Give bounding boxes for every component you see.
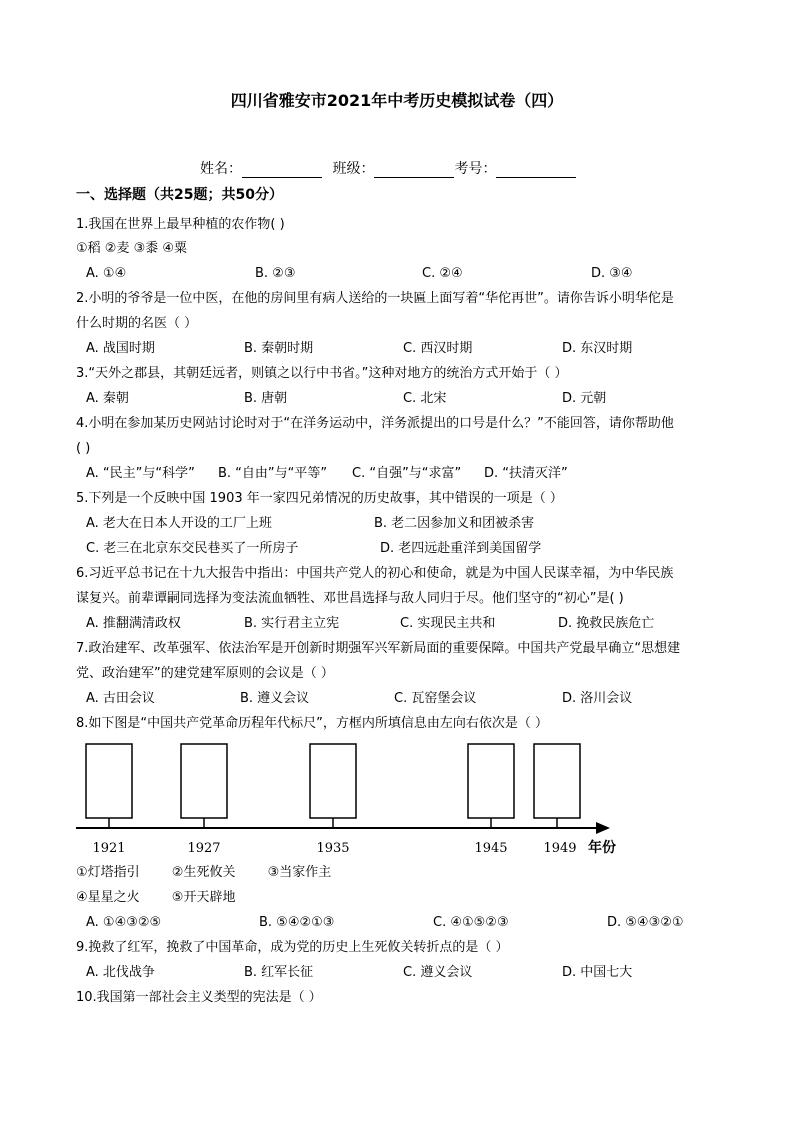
question-8-item: ④星星之火 — [76, 890, 140, 905]
timeline-year-label: 1927 — [187, 841, 221, 856]
timeline-arrow-icon — [596, 822, 610, 834]
question-1-option-c[interactable]: C. ②④ — [422, 266, 463, 281]
question-9-option-a[interactable]: A. 北伐战争 — [86, 965, 155, 980]
question-2-stem: 2.小明的爷爷是一位中医，在他的房间里有病人送给的一块匾上面写着“华佗再世”。请你告诉小明华佗是 — [76, 291, 674, 306]
question-4-stem-cont: ( ) — [76, 441, 91, 456]
question-6-option-b[interactable]: B. 实行君主立宪 — [244, 616, 340, 631]
question-5-option-b[interactable]: B. 老二因参加义和团被杀害 — [374, 516, 535, 531]
question-8-item: ②生死攸关 — [171, 865, 236, 880]
question-10-stem: 10.我国第一部社会主义类型的宪法是（ ） — [76, 990, 322, 1005]
timeline-box-1927 — [181, 744, 227, 818]
question-4-option-b[interactable]: B. “自由”与“平等” — [218, 466, 328, 481]
question-7-stem-cont: 党、政治建军”的建党建军原则的会议是（ ） — [76, 666, 334, 681]
class-label: 班级： — [332, 161, 375, 177]
question-4-option-d[interactable]: D. “扶清灭洋” — [484, 466, 568, 481]
question-4-option-a[interactable]: A. “民主”与“科学” — [86, 466, 195, 481]
question-5-stem: 5.下列是一个反映中国 1903 年一家四兄弟情况的历史故事，其中错误的一项是（ ） — [76, 491, 563, 506]
question-4-stem: 4.小明在参加某历史网站讨论时对于“在洋务运动中，洋务派提出的口号是什么？”不能回答，请你帮助他 — [76, 416, 674, 431]
question-2-stem-cont: 什么时期的名医（ ） — [76, 316, 198, 331]
question-2-option-a[interactable]: A. 战国时期 — [86, 341, 155, 356]
question-9-stem: 9.挽救了红军，挽救了中国革命，成为党的历史上生死攸关转折点的是（ ） — [76, 940, 509, 955]
question-8-items-row2 — [76, 890, 235, 906]
question-8-items-row1 — [76, 865, 331, 881]
question-3-option-d[interactable]: D. 元朝 — [562, 391, 607, 406]
question-8-item: ⑤开天辟地 — [171, 890, 236, 905]
timeline-box-1935 — [310, 744, 356, 818]
question-3-stem: 3.“天外之郡县，其朝廷远者，则镇之以行中书省。”这种对地方的统治方式开始于（ ） — [76, 366, 568, 381]
timeline-figure — [76, 738, 636, 858]
section-heading: 一、选择题（共25题；共50分） — [76, 187, 283, 203]
timeline-axis-label: 年份 — [588, 840, 616, 856]
question-9-option-d[interactable]: D. 中国七大 — [562, 965, 633, 980]
timeline-box-1945 — [468, 744, 514, 818]
question-8-option-c[interactable]: C. ④①⑤②③ — [433, 915, 509, 930]
exam-number-label: 考号： — [454, 161, 497, 177]
question-8-option-a[interactable]: A. ①④③②⑤ — [86, 915, 162, 930]
question-6-option-a[interactable]: A. 推翻满清政权 — [86, 616, 181, 631]
question-8-item: ③当家作主 — [267, 865, 332, 880]
timeline-year-label: 1949 — [543, 841, 577, 856]
question-7-option-d[interactable]: D. 洛川会议 — [562, 691, 633, 706]
timeline-box-1921 — [86, 744, 132, 818]
question-1-option-b[interactable]: B. ②③ — [255, 266, 296, 281]
question-7-option-a[interactable]: A. 古田会议 — [86, 691, 155, 706]
question-2-option-b[interactable]: B. 秦朝时期 — [244, 341, 314, 356]
question-8-option-b[interactable]: B. ⑤④②①③ — [259, 915, 335, 930]
question-6-option-d[interactable]: D. 挽救民族危亡 — [558, 616, 655, 631]
question-6-option-c[interactable]: C. 实现民主共和 — [400, 616, 496, 631]
question-5-option-d[interactable]: D. 老四远赴重洋到美国留学 — [380, 541, 542, 556]
question-8-stem: 8.如下图是“中国共产党革命历程年代标尺”，方框内所填信息由左向右依次是（ ） — [76, 716, 549, 731]
question-6-stem: 6.习近平总书记在十九大报告中指出：中国共产党人的初心和使命，就是为中国人民谋幸福，为中华民族 — [76, 566, 674, 581]
question-8-item: ①灯塔指引 — [76, 865, 140, 880]
question-1-items: ①稻 ②麦 ③黍 ④粟 — [76, 241, 188, 256]
question-7-option-c[interactable]: C. 瓦窑堡会议 — [394, 691, 477, 706]
question-1-stem: 1.我国在世界上最早种植的农作物( ) — [76, 217, 285, 232]
question-2-option-c[interactable]: C. 西汉时期 — [403, 341, 473, 356]
question-8-option-d[interactable]: D. ⑤④③②① — [607, 915, 684, 930]
question-2-option-d[interactable]: D. 东汉时期 — [562, 341, 633, 356]
timeline-year-label: 1945 — [474, 841, 508, 856]
question-3-option-c[interactable]: C. 北宋 — [403, 391, 447, 406]
question-3-option-b[interactable]: B. 唐朝 — [244, 391, 288, 406]
name-label: 姓名： — [200, 161, 242, 177]
page-title: 四川省雅安市2021年中考历史模拟试卷（四） — [230, 91, 564, 110]
question-7-option-b[interactable]: B. 遵义会议 — [240, 691, 310, 706]
question-3-option-a[interactable]: A. 秦朝 — [86, 391, 129, 406]
question-9-option-b[interactable]: B. 红军长征 — [244, 965, 314, 980]
timeline-year-label: 1921 — [92, 841, 126, 856]
question-4-option-c[interactable]: C. “自强”与“求富” — [352, 466, 462, 481]
question-5-option-c[interactable]: C. 老三在北京东交民巷买了一所房子 — [86, 541, 299, 556]
name-blank[interactable] — [242, 163, 322, 178]
question-7-stem: 7.政治建军、改革强军、依法治军是开创新时期强军兴军新局面的重要保障。中国共产党最早确立“思想建 — [76, 641, 681, 656]
timeline-box-1949 — [534, 744, 580, 818]
class-blank[interactable] — [374, 163, 454, 178]
question-9-option-c[interactable]: C. 遵义会议 — [403, 965, 473, 980]
question-1-option-d[interactable]: D. ③④ — [591, 266, 633, 281]
timeline-year-label: 1935 — [316, 841, 350, 856]
student-info-line — [200, 158, 576, 178]
exam-number-blank[interactable] — [496, 163, 576, 178]
question-5-option-a[interactable]: A. 老大在日本人开设的工厂上班 — [86, 516, 272, 531]
question-1-option-a[interactable]: A. ①④ — [86, 266, 127, 281]
question-6-stem-cont: 谋复兴。前辈谭嗣同选择为变法流血牺牲、邓世昌选择与敌人同归于尽。他们坚守的“初心”是( ) — [76, 591, 624, 606]
